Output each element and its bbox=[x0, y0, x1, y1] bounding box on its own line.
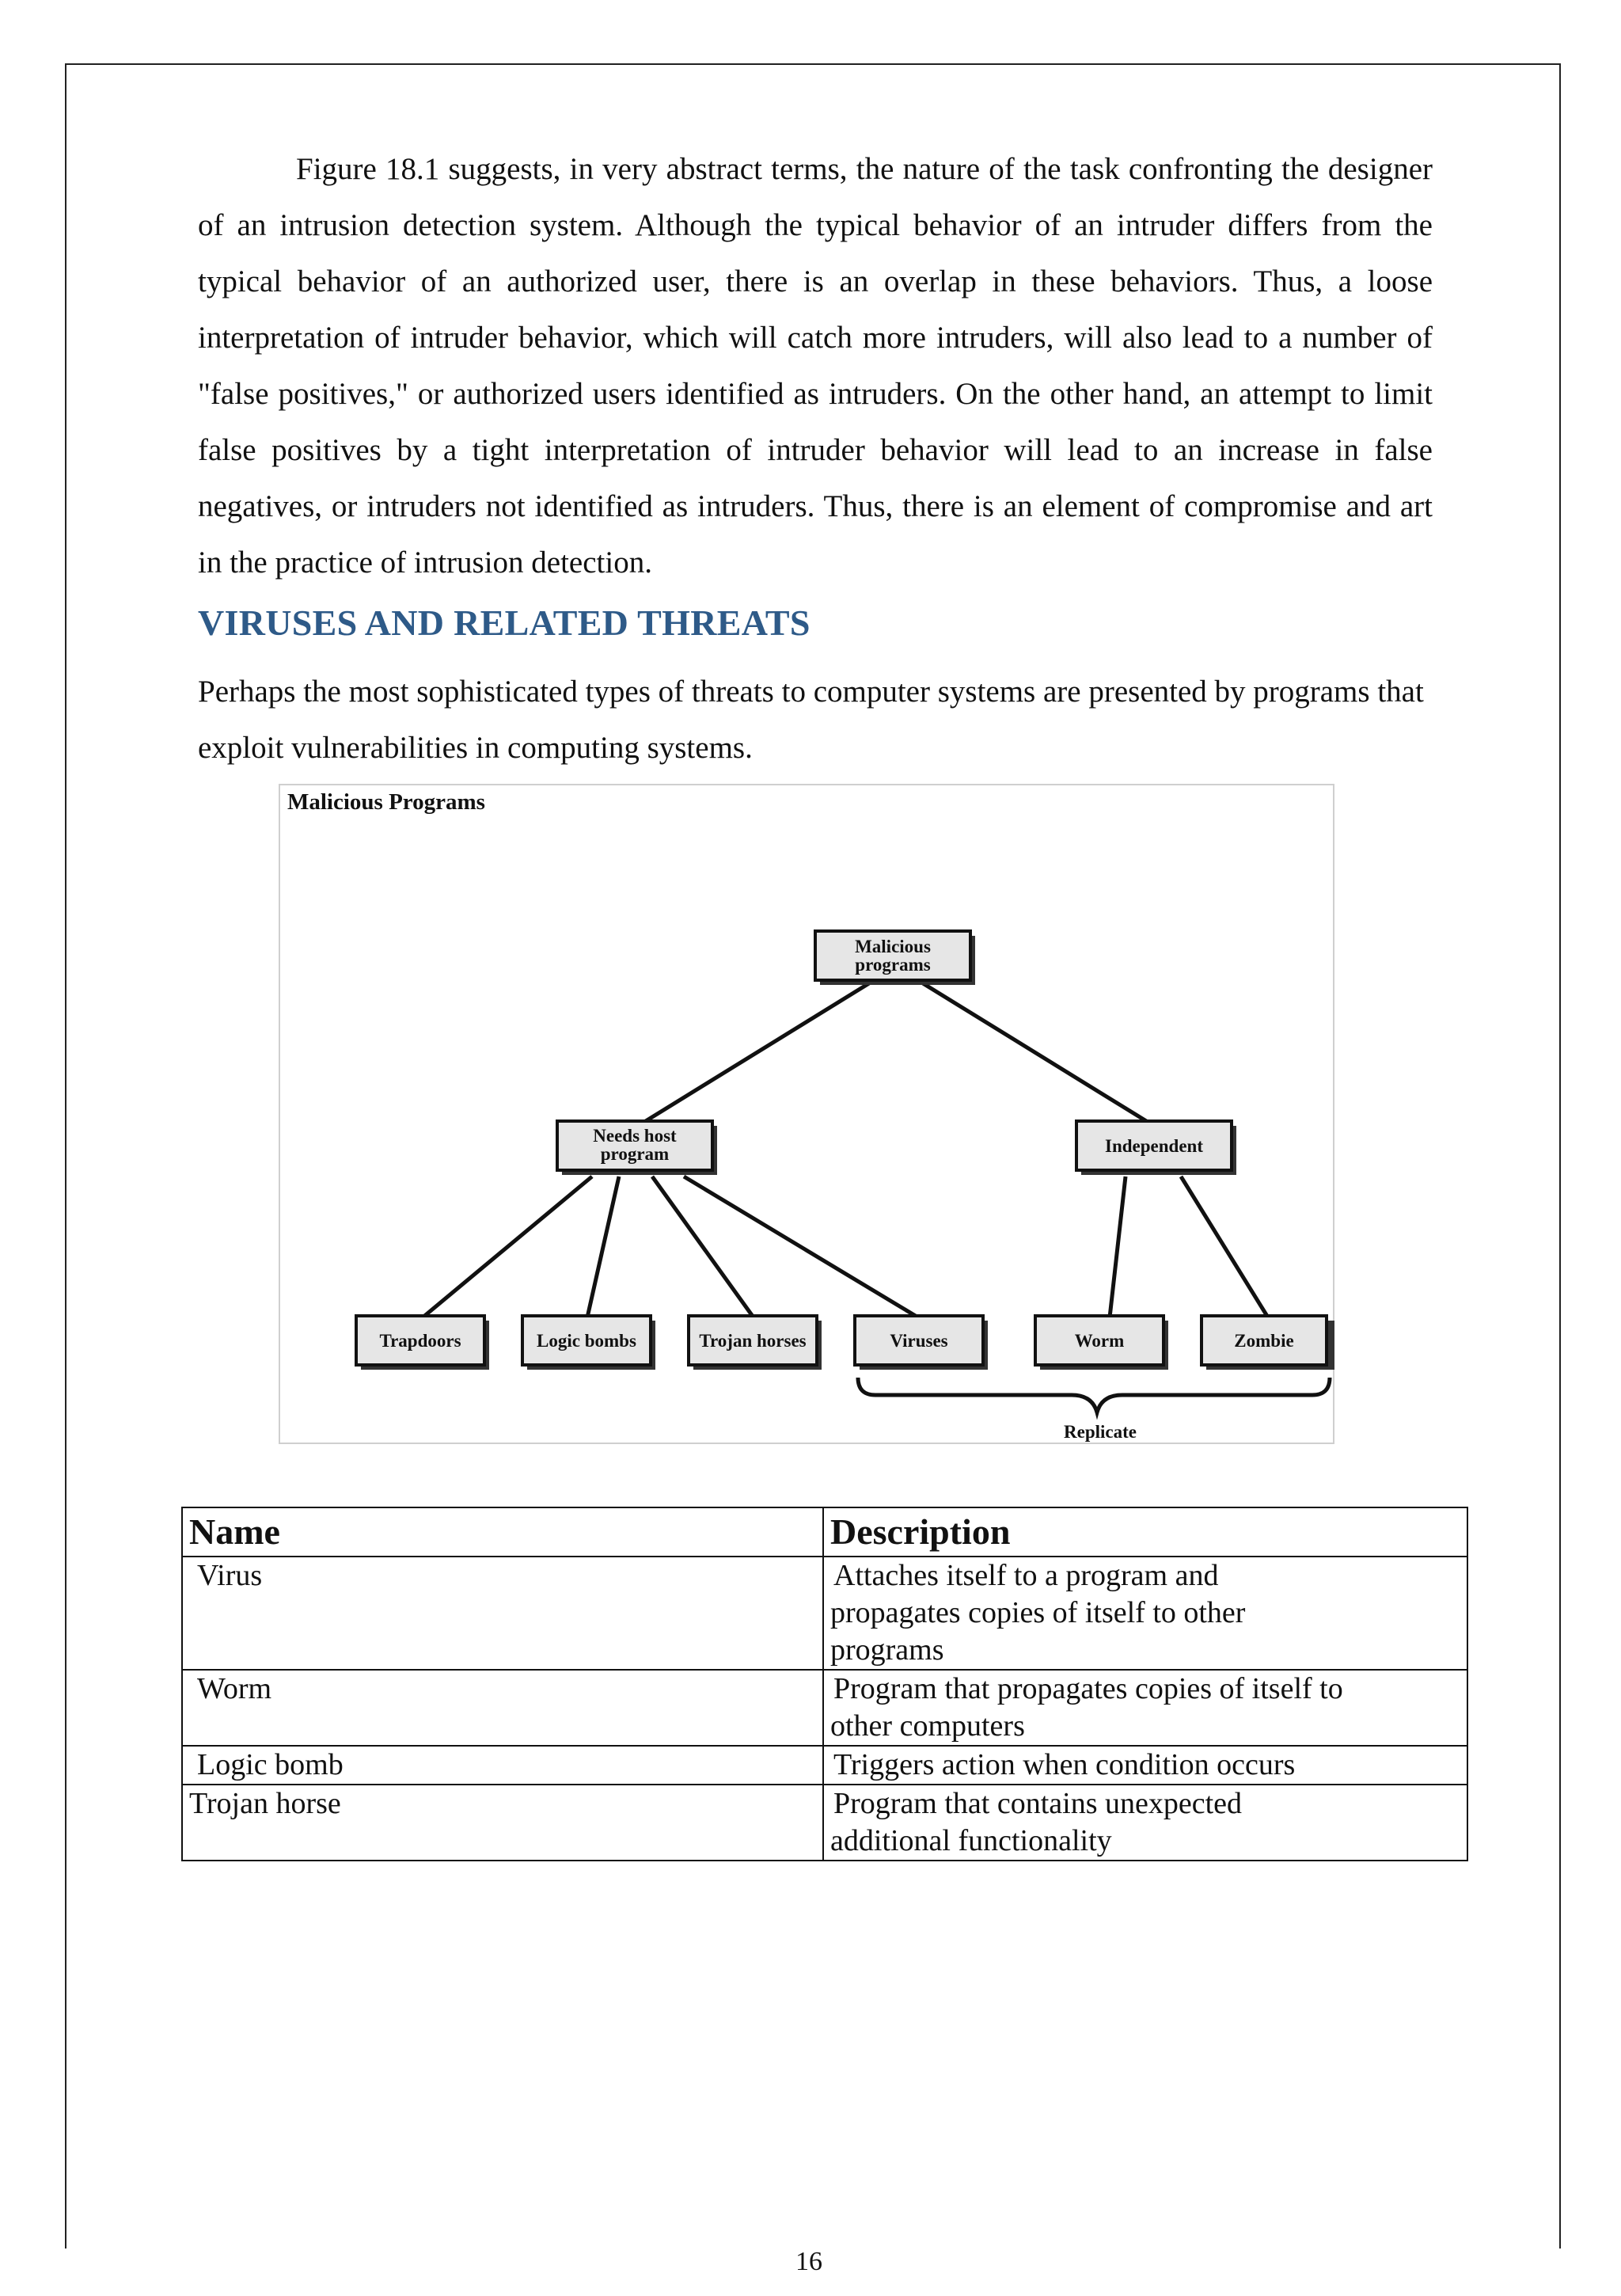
row-name: Virus bbox=[182, 1557, 823, 1670]
edge-independent-zombie bbox=[1181, 1177, 1268, 1317]
table-row bbox=[182, 1557, 1467, 1670]
row-description bbox=[823, 1670, 1467, 1746]
threats-table bbox=[181, 1507, 1468, 1861]
table-row bbox=[182, 1746, 1467, 1785]
intro-paragraph: Figure 18.1 suggests, in very abstract terms, the nature of the task confronting the designer of an intrusion detection system. Although the typical behavior of an intruder differs from the typical behavior of an authorized user, there is an overlap in these behaviors. Thus, a loose interpretation of intruder behavior, which will catch more intruders, will also lead to a number of "false positives," or authorized users identified as intruders. On the other hand, an attempt to limit false positives by a tight interpretation of intruder behavior will lead to an increase in false negatives, or intruders not identified as intruders. Thus, there is an element of compromise and art in the practice of intrusion detection. bbox=[198, 152, 1433, 580]
replicate-brace bbox=[858, 1378, 1330, 1412]
column-header-name: Name bbox=[182, 1507, 823, 1557]
edge-needs-host-trapdoors bbox=[423, 1177, 592, 1317]
node-zombie-label: Zombie bbox=[1234, 1331, 1294, 1351]
description-line: Program that contains unexpected bbox=[833, 1787, 1243, 1820]
node-needs-host-line-2: program bbox=[600, 1144, 670, 1164]
row-description bbox=[823, 1785, 1467, 1861]
description-line: Triggers action when condition occurs bbox=[833, 1748, 1296, 1781]
table-row bbox=[182, 1670, 1467, 1746]
edge-independent-worm bbox=[1110, 1177, 1126, 1317]
row-description bbox=[823, 1557, 1467, 1670]
table-header-row bbox=[182, 1507, 1467, 1557]
edge-root-needs-host bbox=[638, 983, 869, 1126]
node-independent-label: Independent bbox=[1105, 1136, 1203, 1156]
edge-needs-host-trojan-horses bbox=[652, 1177, 754, 1317]
description-line: other computers bbox=[830, 1709, 1025, 1743]
column-header-description: Description bbox=[823, 1507, 1467, 1557]
description-line: Attaches itself to a program and bbox=[833, 1559, 1219, 1592]
description-line: Program that propagates copies of itself to bbox=[833, 1672, 1343, 1705]
row-description bbox=[823, 1746, 1467, 1785]
table-row bbox=[182, 1785, 1467, 1861]
section-heading: VIRUSES AND RELATED THREATS bbox=[198, 603, 810, 643]
node-root-line-1: Malicious bbox=[855, 937, 931, 956]
row-name: Trojan horse bbox=[182, 1785, 823, 1861]
node-viruses-label: Viruses bbox=[890, 1331, 948, 1351]
node-trojan-horses-label: Trojan horses bbox=[699, 1331, 807, 1351]
node-root-line-2: programs bbox=[855, 955, 931, 975]
page-number: 16 bbox=[795, 2247, 822, 2276]
description-line: additional functionality bbox=[830, 1824, 1112, 1857]
row-name: Logic bomb bbox=[182, 1746, 823, 1785]
node-needs-host-line-1: Needs host bbox=[593, 1126, 677, 1146]
edge-root-independent bbox=[923, 983, 1154, 1126]
figure-title: Malicious Programs bbox=[287, 789, 485, 815]
node-worm-label: Worm bbox=[1074, 1331, 1125, 1351]
taxonomy-diagram bbox=[280, 785, 1336, 1446]
node-trapdoors-label: Trapdoors bbox=[379, 1331, 461, 1351]
node-logic-bombs-label: Logic bombs bbox=[537, 1331, 636, 1351]
description-line: programs bbox=[830, 1633, 944, 1667]
malicious-programs-figure bbox=[279, 784, 1334, 1444]
edge-needs-host-logic-bombs bbox=[587, 1177, 619, 1317]
description-line: propagates copies of itself to other bbox=[830, 1596, 1246, 1629]
edge-needs-host-viruses bbox=[684, 1177, 918, 1317]
section-paragraph: Perhaps the most sophisticated types of threats to computer systems are presented by programs that exploit vulnerabilities in computing systems. bbox=[198, 675, 1424, 765]
brace-label: Replicate bbox=[1064, 1422, 1137, 1442]
row-name: Worm bbox=[182, 1670, 823, 1746]
